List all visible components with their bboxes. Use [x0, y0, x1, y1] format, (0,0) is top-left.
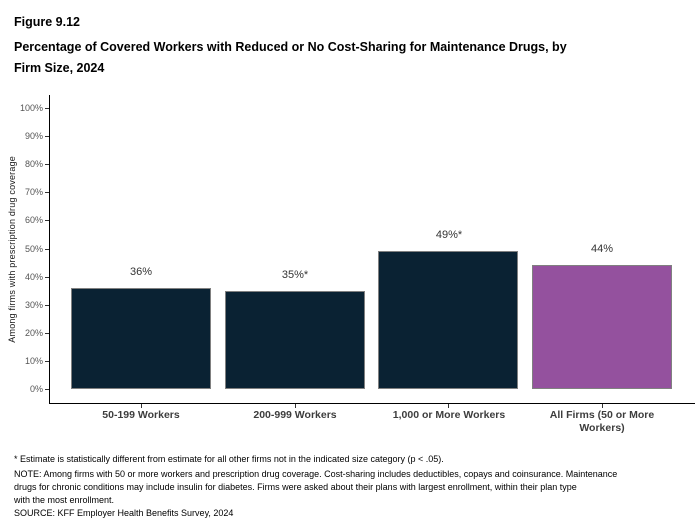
x-category-label: All Firms (50 or More Workers) [549, 409, 655, 434]
y-tick-label: 70% [24, 187, 43, 198]
chart-area [0, 90, 698, 450]
y-tick-mark [45, 333, 49, 334]
y-tick-mark [45, 389, 49, 390]
y-tick-label: 60% [24, 215, 43, 226]
bar-value-label: 36% [129, 265, 153, 278]
y-tick-label: 80% [24, 159, 43, 170]
bar-3 [378, 251, 518, 389]
y-tick-mark [45, 192, 49, 193]
y-tick-mark [45, 136, 49, 137]
y-tick-mark [45, 108, 49, 109]
figure-title [14, 37, 567, 79]
figure-title-line-2: Firm Size, 2024 [14, 61, 105, 75]
x-tick-mark [448, 404, 449, 408]
bar-1 [71, 288, 211, 389]
footnote-note-line-1: NOTE: Among firms with 50 or more workers and prescription drug coverage. Cost-sharing includes deductibles, copays and coinsurance. Maintenance [14, 469, 618, 479]
y-tick-label: 30% [24, 299, 43, 310]
y-axis-title-text: Among firms with prescription drug coverage [7, 155, 17, 343]
y-tick-mark [45, 305, 49, 306]
y-tick-mark [45, 249, 49, 250]
y-tick-label: 50% [24, 243, 43, 254]
bar-value-label: 35%* [281, 268, 309, 281]
bar-value-label: 44% [590, 243, 614, 256]
y-tick-mark [45, 361, 49, 362]
bar-2 [225, 291, 365, 389]
x-category-label: 1,000 or More Workers [392, 409, 506, 421]
y-tick-label: 10% [24, 355, 43, 366]
y-tick-label: 0% [29, 384, 43, 394]
x-tick-mark [141, 404, 142, 408]
y-tick-label: 40% [24, 271, 43, 282]
x-tick-mark [602, 404, 603, 408]
y-tick-mark [45, 164, 49, 165]
y-tick-mark [45, 277, 49, 278]
y-tick-mark [45, 220, 49, 221]
x-category-label: 50-199 Workers [102, 409, 180, 421]
x-tick-mark [295, 404, 296, 408]
y-tick-label: 20% [24, 327, 43, 338]
footnote-note-line-3: with the most enrollment. [14, 495, 115, 505]
bar-value-label: 49%* [435, 229, 463, 242]
figure-title-line-1: Percentage of Covered Workers with Reduced or No Cost-Sharing for Maintenance Drugs, by [14, 40, 567, 54]
y-tick-label: 90% [24, 131, 43, 142]
footnotes [14, 453, 694, 520]
y-tick-label: 100% [19, 103, 43, 113]
figure-number: Figure 9.12 [14, 15, 80, 29]
footnote-star: * Estimate is statistically different from estimate for all other firms not in the indicated size category (p < .05). [14, 454, 444, 464]
bar-4 [532, 265, 672, 389]
footnote-source: SOURCE: KFF Employer Health Benefits Survey, 2024 [14, 508, 234, 518]
footnote-note-line-2: drugs for chronic conditions may include insulin for diabetes. Firms were asked about their plans with largest enrollment, within their plan type [14, 482, 577, 492]
x-category-label: 200-999 Workers [253, 409, 337, 421]
